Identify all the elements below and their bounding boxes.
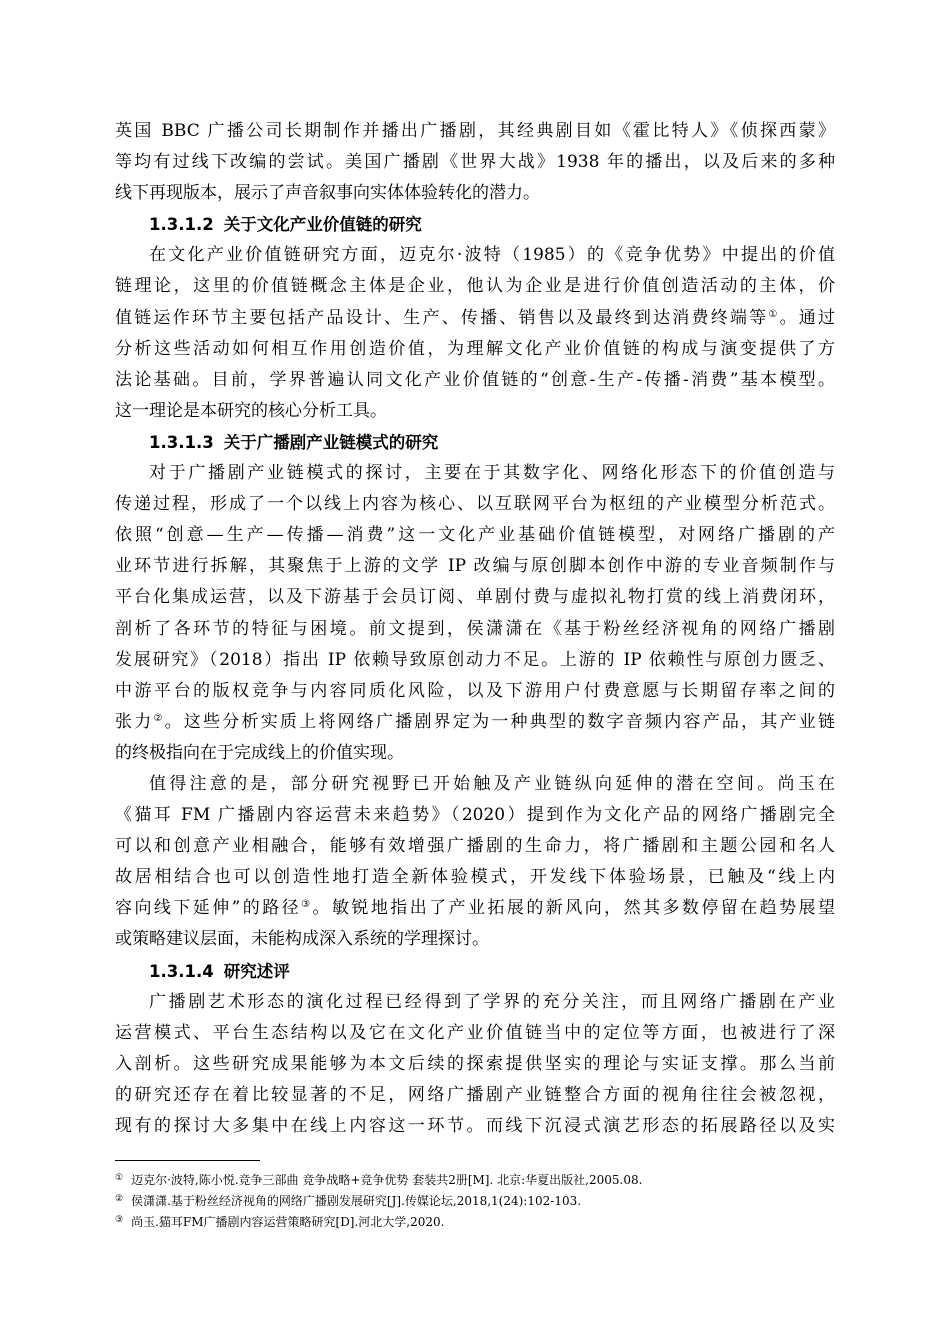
text-line: 广播剧艺术形态的演化过程已经得到了学界的充分关注，而且网络广播剧在产业 [149,991,835,1012]
section-number: 1.3.1.3 [149,432,214,452]
text-line: 《猫耳 FM 广播剧内容运营未来趋势》（2020）提到作为文化产品的网络广播剧完全 [115,805,835,826]
text-line: 法论基础。目前，学界普遍认同文化产业价值链的“创意-生产-传播-消费”基本模型。 [115,369,835,390]
section-number: 1.3.1.2 [149,215,214,235]
footnote-text: 尚玉.猫耳FM广播剧内容运营策略研究[D].河北大学,2020. [131,1215,445,1229]
footnote-mark: ① [115,1173,124,1183]
text-line: 线下再现版本，展示了声音叙事向实体体验转化的潜力。 [115,183,540,204]
text-line: 的终极指向在于完成线上的价值实现。 [115,742,404,763]
section-heading-1-3-1-3 [115,427,835,458]
text-line: 值得注意的是，部分研究视野已开始触及产业链纵向延伸的潜在空间。尚玉在 [149,773,835,794]
footnote-text: 迈克尔·波特,陈小悦.竞争三部曲 竞争战略+竞争优势 套装共2册[M]. 北京:华夏出版社,2005.08. [131,1173,643,1187]
text-line: 现有的探讨大多集中在线上内容这一环节。而线下沉浸式演艺形态的拓展路径以及实 [115,1116,835,1136]
text-line: 对于广播剧产业链模式的探讨，主要在于其数字化、网络化形态下的价值创造与 [149,463,835,484]
section-title: 关于广播剧产业链模式的研究 [223,432,439,452]
footnote-divider [115,1160,260,1161]
text-line: 分析这些活动如何相互作用创造价值，为理解文化产业价值链的构成与演变提供了方 [115,338,835,359]
text-line: 可以和创意产业相融合，能够有效增强广播剧的生命力，将广播剧和主题公园和名人 [115,836,835,857]
footnote-ref[interactable]: ③ [301,899,313,911]
footnote-2 [115,1191,875,1212]
text-line: 运营模式、平台生态结构以及它在文化产业价值链当中的定位等方面，也被进行了深 [115,1022,835,1043]
footnote-1 [115,1170,875,1191]
text-line: 等均有过线下改编的尝试。美国广播剧《世界大战》1938 年的播出，以及后来的多种 [115,152,835,173]
text-line: 张力②。这些分析实质上将网络广播剧界定为一种典型的数字音频内容产品，其产业链 [115,711,836,732]
footnote-mark: ② [115,1194,124,1204]
text-line: 这一理论是本研究的核心分析工具。 [115,400,387,421]
text-line: 依照“创意—生产—传播—消费”这一文化产业基础价值链模型，对网络广播剧的产 [115,525,835,546]
section-title: 关于文化产业价值链的研究 [223,215,422,235]
footnotes [115,1170,875,1233]
footnote-mark: ③ [115,1215,124,1225]
text-line: 发展研究》（2018）指出 IP 依赖导致原创动力不足。上游的 IP 依赖性与原创力匮乏、 [115,649,835,670]
section-title: 研究述评 [223,961,290,981]
text-line: 入剖析。这些研究成果能够为本文后续的探索提供坚实的理论与实证支撑。那么当前 [115,1053,835,1074]
text-line: 或策略建议层面，未能构成深入系统的学理探讨。 [115,929,489,950]
text-line: 值链运作环节主要包括产品设计、生产、传播、销售以及最终到达消费终端等①。通过 [115,307,836,328]
text-line: 的研究还存在着比较显著的不足，网络广播剧产业链整合方面的视角往往会被忽视， [115,1084,835,1105]
text-line: 中游平台的版权竞争与内容同质化风险，以及下游用户付费意愿与长期留存率之间的 [115,680,835,701]
footnote-3 [115,1212,875,1233]
text-line: 剖析了各环节的特征与困境。前文提到，侯潇潇在《基于粉丝经济视角的网络广播剧 [115,618,835,639]
section-heading-1-3-1-4 [115,956,835,987]
body-text [115,116,835,1142]
text-line: 容向线下延伸”的路径③。敏锐地指出了产业拓展的新风向，然其多数停留在趋势展望 [115,898,835,919]
section-heading-1-3-1-2 [115,209,835,240]
text-line: 英国 BBC 广播公司长期制作并播出广播剧，其经典剧目如《霍比特人》《侦探西蒙》 [115,121,835,141]
text-line: 业环节进行拆解，其聚焦于上游的文学 IP 改编与原创脚本创作中游的专业音频制作与 [115,556,835,577]
text-line: 平台化集成运营，以及下游基于会员订阅、单剧付费与虚拟礼物打赏的线上消费闭环， [115,587,835,608]
footnote-ref[interactable]: ② [153,712,165,724]
text-line: 故居相结合也可以创造性地打造全新体验模式，开发线下体验场景，已触及“线上内 [115,867,835,888]
text-line: 在文化产业价值链研究方面，迈克尔·波特（1985）的《竞争优势》中提出的价值 [149,245,835,266]
text-line: 链理论，这里的价值链概念主体是企业，他认为企业是进行价值创造活动的主体，价 [115,276,835,297]
section-number: 1.3.1.4 [149,961,214,981]
footnote-text: 侯潇潇.基于粉丝经济视角的网络广播剧发展研究[J].传媒论坛,2018,1(24):102-103. [131,1194,582,1208]
footnote-ref[interactable]: ① [768,308,780,320]
text-line: 传递过程，形成了一个以线上内容为核心、以互联网平台为枢纽的产业模型分析范式。 [115,494,835,515]
